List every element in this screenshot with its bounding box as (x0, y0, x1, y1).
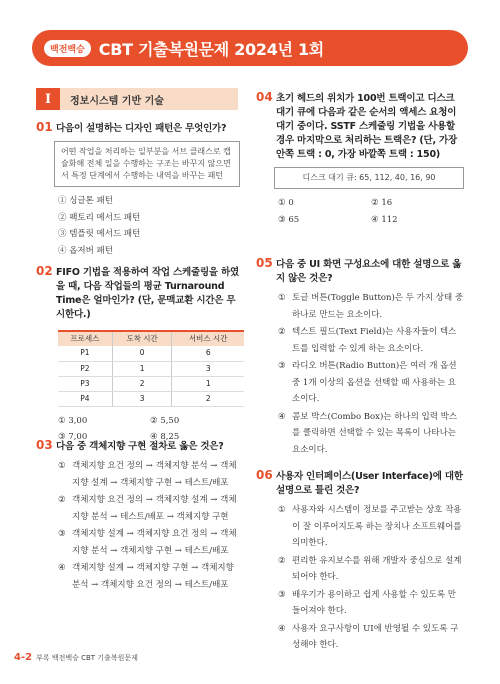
table-cell: 2 (172, 391, 244, 406)
page-title: CBT 기출복원문제 2024년 1회 (98, 39, 324, 59)
table-row (58, 391, 244, 406)
table-cell: 3 (172, 361, 244, 376)
process-table (58, 330, 244, 407)
option[interactable]: ② 5,50 (150, 415, 180, 426)
table-row (58, 346, 244, 361)
table-cell: P4 (58, 391, 112, 406)
option[interactable]: ① 0 (278, 198, 294, 208)
question-number: 06 (256, 468, 273, 482)
option[interactable]: ④ 옵저버 패턴 (58, 245, 113, 256)
question-number: 02 (36, 264, 53, 278)
option[interactable]: ② 편리한 유지보수를 위해 개발자 중심으로 설계되어야 한다. (278, 555, 462, 582)
table-cell: 1 (172, 376, 244, 391)
table-row (58, 376, 244, 391)
option[interactable]: ① 싱글톤 패턴 (58, 196, 113, 206)
option[interactable]: ④ 8,25 (150, 432, 180, 442)
option[interactable]: ② 텍스트 필드(Text Field)는 사용자들이 텍스트를 입력할 수 있게 하는 요소이다. (278, 327, 457, 354)
option[interactable]: ④ 사용자 요구사항이 UI에 반영될 수 있도록 구성해야 한다. (278, 623, 459, 650)
option[interactable]: ① 토글 버튼(Toggle Button)은 두 가지 상태 중 하나로 만드는 요소이다. (278, 293, 464, 320)
question-text: 다음 중 객체지향 구현 절차로 옳은 것은? (56, 441, 224, 452)
question-text: 다음이 설명하는 디자인 패턴은 무엇인가? (56, 123, 227, 134)
question-box: 어떤 작업을 처리하는 일부분을 서브 클래스로 캡슐화해 전체 일을 수행하는 구조는 바꾸지 않으면서 특정 단계에서 수행하는 내역을 바꾸는 패턴 (54, 141, 240, 187)
table-cell: 3 (112, 391, 172, 406)
page-header (32, 30, 468, 66)
options-list (58, 458, 242, 593)
page-number: 4-2 (14, 652, 33, 663)
question-text: 다음 중 UI 화면 구성요소에 대한 설명으로 옳지 않은 것은? (276, 259, 462, 284)
option[interactable]: ① 3,00 (58, 415, 88, 426)
option[interactable]: ③ 배우기가 용이하고 쉽게 사용할 수 있도록 만들어져야 한다. (278, 589, 457, 616)
footer-text: 부록 백전백승 CBT 기출복원문제 (36, 654, 138, 662)
option[interactable]: ④ 112 (371, 214, 398, 225)
options-list (278, 290, 464, 458)
question-text: 초기 헤드의 위치가 100번 트랙이고 디스크 대기 큐에 다음과 같은 순서의 액세스 요청이 대기 중이다. SSTF 스케줄링 기법을 사용할 경우 마지막으로 처리하는 트랙은? (단, 가장 안쪽 트랙 : 0, 가장 바깥쪽 트랙 : 150) (276, 93, 458, 160)
header-badge: 백전백승 (44, 40, 91, 57)
option[interactable]: ④ 콤보 박스(Combo Box)는 하나의 입력 박스를 클릭하면 선택할 수 있는 목록이 나타나는 요소이다. (278, 411, 458, 455)
table-cell: P3 (58, 376, 112, 391)
table-cell: P2 (58, 361, 112, 376)
question-box: 디스크 대기 큐: 65, 112, 40, 16, 90 (274, 167, 464, 189)
option[interactable]: ③ 객체지향 설계 → 객체지향 요건 정의 → 객체지향 분석 → 객체지향 구현 → 테스트/배포 (58, 529, 237, 556)
question-number: 01 (36, 120, 53, 134)
table-cell: 2 (112, 376, 172, 391)
table-cell: 1 (112, 361, 172, 376)
section-bar (36, 88, 238, 110)
option[interactable]: ③ 템플릿 메서드 패턴 (58, 229, 141, 239)
option[interactable]: ② 팩토리 메서드 패턴 (58, 212, 141, 223)
option[interactable]: ① 사용자와 시스템이 정보를 주고받는 상호 작용이 잘 이루어지도록 하는 장치나 소프트웨어를 의미한다. (278, 505, 462, 548)
table-header-row (58, 331, 244, 346)
table-cell: 6 (172, 346, 244, 361)
table-header: 프로세스 (58, 331, 112, 346)
options-list (278, 195, 464, 228)
question-04 (256, 92, 464, 228)
section-label: 정보시스템 기반 기술 (70, 95, 164, 107)
table-header: 서비스 시간 (172, 331, 244, 346)
question-text: FIFO 기법을 적용하여 작업 스케줄링을 하였을 때, 다음 작업들의 평균 Turnaround Time은 얼마인가? (단, 문맥교환 시간은 무시한다.) (56, 267, 239, 320)
option[interactable]: ④ 객체지향 설계 → 객체지향 구현 → 객체지향 분석 → 객체지향 요건 정의 → 테스트/배포 (58, 563, 234, 590)
options-list (58, 193, 240, 259)
question-text: 사용자 인터페이스(User Interface)에 대한 설명으로 틀린 것은? (276, 471, 463, 496)
table-header: 도착 시간 (112, 331, 172, 346)
option[interactable]: ③ 7,00 (58, 432, 88, 442)
options-list (278, 502, 464, 654)
question-06 (256, 470, 464, 655)
option[interactable]: ③ 라디오 버튼(Radio Button)은 여러 개 옵션 중 1개 이상의 옵션을 선택할 때 사용하는 요소이다. (278, 361, 457, 404)
option[interactable]: ③ 65 (278, 214, 300, 225)
question-02 (36, 266, 242, 446)
option[interactable]: ② 객체지향 요건 정의 → 객체지향 설계 → 객체지향 분석 → 테스트/배포 → 객체지향 구현 (58, 495, 237, 522)
question-number: 03 (36, 438, 53, 452)
table-cell: 0 (112, 346, 172, 361)
option[interactable]: ② 16 (371, 198, 393, 208)
option[interactable]: ① 객체지향 요건 정의 → 객체지향 분석 → 객체지향 설계 → 객체지향 구현 → 테스트/배포 (58, 461, 237, 488)
question-01 (36, 122, 240, 259)
question-number: 05 (256, 256, 273, 270)
table-row (58, 361, 244, 376)
question-05 (256, 258, 464, 459)
table-cell: P1 (58, 346, 112, 361)
question-03 (36, 440, 242, 594)
page-footer (14, 652, 138, 663)
question-number: 04 (256, 90, 273, 104)
section-number: I (36, 88, 60, 110)
